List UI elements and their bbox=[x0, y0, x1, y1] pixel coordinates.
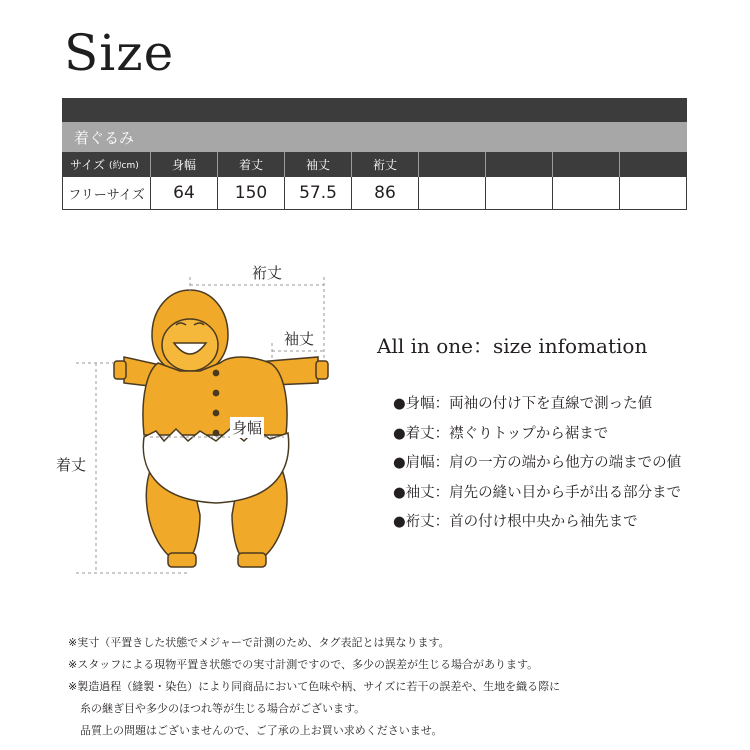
value-cell-empty bbox=[553, 177, 620, 209]
left-foot-cuff bbox=[168, 553, 196, 567]
right-cuff bbox=[316, 361, 328, 379]
button-4 bbox=[213, 430, 218, 435]
header-cell-empty bbox=[419, 152, 486, 177]
label-mihaba: 身幅 bbox=[232, 419, 263, 437]
value-cell-sodetake: 57.5 bbox=[285, 177, 352, 209]
value-cell-mihaba: 64 bbox=[151, 177, 218, 209]
value-cell-empty bbox=[620, 177, 687, 209]
table-top-bar bbox=[62, 98, 687, 122]
costume-figure bbox=[40, 255, 350, 585]
note-line: 品質上の問題はございませんので、ご了承の上お買い求めくださいませ。 bbox=[80, 724, 443, 737]
header-cell-mihaba: 身幅 bbox=[151, 152, 218, 177]
header-cell-yukitake: 裄丈 bbox=[352, 152, 419, 177]
info-list bbox=[393, 388, 681, 536]
list-item: ●着丈：襟ぐりトップから裾まで bbox=[393, 425, 609, 442]
notes bbox=[68, 632, 560, 742]
info-title: All in one：size infomation bbox=[377, 334, 648, 358]
button-2 bbox=[213, 390, 218, 395]
list-item: ●肩幅：肩の一方の端から他方の端までの値 bbox=[393, 455, 682, 472]
header-unit-note: (約cm) bbox=[109, 161, 139, 171]
list-item: ●裄丈：首の付け根中央から袖先まで bbox=[393, 514, 638, 531]
note-line: ※製造過程（縫製・染色）により同商品において色味や柄、サイズに若干の誤差や、生地を織る際に bbox=[68, 680, 561, 693]
note-line: ※スタッフによる現物平置き状態での実寸計測ですので、多少の誤差が生じる場合があります。 bbox=[68, 658, 539, 671]
header-cell-empty bbox=[486, 152, 553, 177]
costume-illustration bbox=[40, 255, 350, 585]
note-line: ※実寸（平置きした状態でメジャーで計測のため、タグ表記とは異なります。 bbox=[68, 636, 450, 649]
table-header-row bbox=[62, 152, 687, 177]
size-table bbox=[62, 98, 687, 210]
value-cell-size: フリーサイズ bbox=[62, 177, 151, 209]
left-cuff bbox=[114, 361, 126, 379]
note-line: 糸の継ぎ目や多少のほつれ等が生じる場合がございます。 bbox=[80, 702, 366, 715]
header-cell-sodetake: 袖丈 bbox=[285, 152, 352, 177]
header-cell-empty bbox=[620, 152, 687, 177]
header-cell-size: サイズ (約cm) bbox=[62, 152, 151, 177]
button-3 bbox=[213, 410, 218, 415]
table-row bbox=[62, 177, 687, 210]
value-cell-yukitake: 86 bbox=[352, 177, 419, 209]
value-cell-kitake: 150 bbox=[218, 177, 285, 209]
value-cell-empty bbox=[486, 177, 553, 209]
label-yukitake: 裄丈 bbox=[252, 264, 283, 282]
header-cell-kitake: 着丈 bbox=[218, 152, 285, 177]
label-kitake: 着丈 bbox=[56, 456, 87, 474]
list-item: ●袖丈：肩先の縫い目から手が出る部分まで bbox=[393, 484, 682, 501]
table-category bbox=[62, 122, 687, 152]
label-sodetake: 袖丈 bbox=[284, 330, 315, 348]
page-title: Size bbox=[64, 24, 175, 82]
category-label: 着ぐるみ bbox=[74, 128, 135, 147]
value-cell-empty bbox=[419, 177, 486, 209]
list-item: ●身幅：両袖の付け下を直線で測った値 bbox=[393, 396, 653, 413]
button-1 bbox=[213, 370, 218, 375]
header-cell-empty bbox=[553, 152, 620, 177]
right-foot-cuff bbox=[238, 553, 266, 567]
